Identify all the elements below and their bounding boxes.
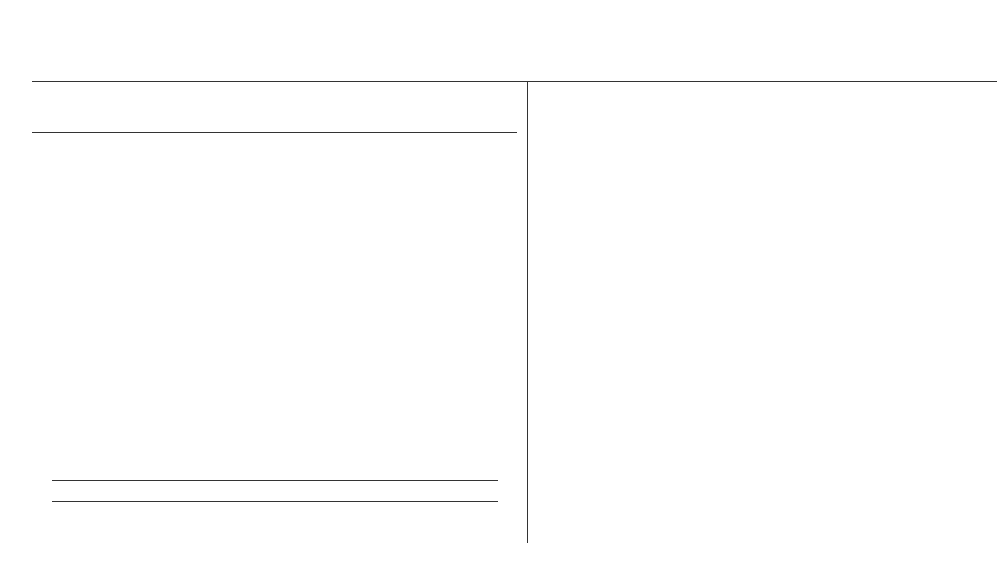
- rankings-top-rule: [52, 480, 498, 481]
- header-divider: [32, 81, 997, 82]
- column-divider: [527, 81, 528, 543]
- rankings-title-rule: [52, 501, 498, 502]
- column-header-divider: [32, 132, 517, 133]
